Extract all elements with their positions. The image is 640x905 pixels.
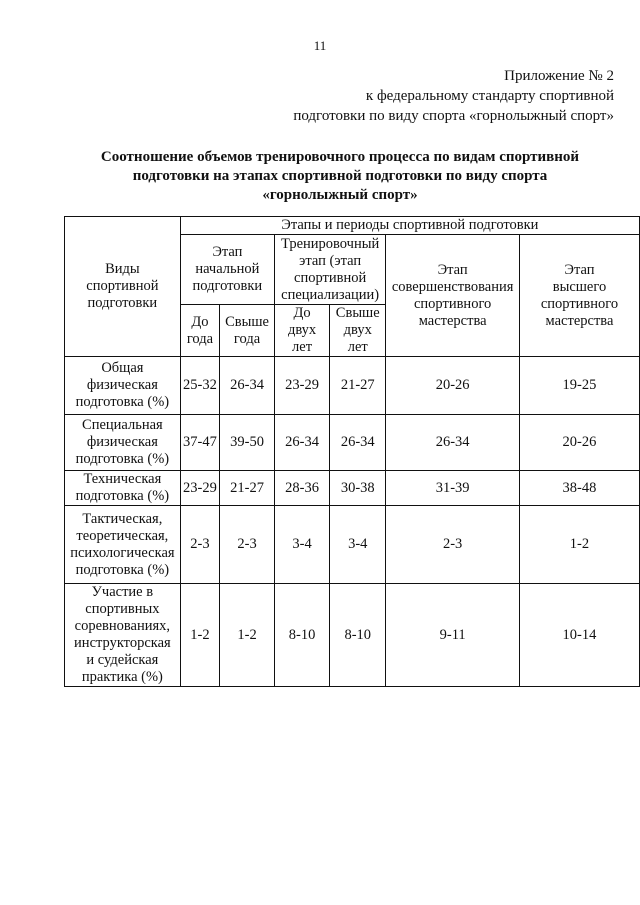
cell-value: 10-14 — [519, 584, 639, 687]
cell-value: 23-29 — [180, 471, 219, 506]
subheader-over-year: Свыше года — [220, 305, 275, 357]
cell-value: 25-32 — [180, 357, 219, 415]
cell-value: 2-3 — [220, 506, 275, 584]
cell-value: 1-2 — [220, 584, 275, 687]
cell-value: 20-26 — [386, 357, 520, 415]
cell-value: 8-10 — [330, 584, 386, 687]
cell-value: 31-39 — [386, 471, 520, 506]
title-line-3: «горнолыжный спорт» — [262, 187, 418, 203]
cell-value: 26-34 — [386, 415, 520, 471]
cell-value: 8-10 — [274, 584, 329, 687]
cell-value: 28-36 — [274, 471, 329, 506]
table-row — [65, 415, 640, 471]
appendix-line-2: к федеральному стандарту спортивной — [365, 88, 614, 104]
cell-value: 1-2 — [180, 584, 219, 687]
document-title — [70, 148, 610, 205]
training-ratio-table — [64, 216, 640, 687]
header-stages: Этапы и периоды спортивной подготовки — [180, 217, 639, 235]
header-stage-improvement: Этап совершенствования спортивного мастерства — [386, 235, 520, 357]
header-stage-highest: Этап высшего спортивного мастерства — [519, 235, 639, 357]
table-row — [65, 506, 640, 584]
cell-value: 26-34 — [274, 415, 329, 471]
row-label: Общая физическая подготовка (%) — [65, 357, 181, 415]
row-label: Техническая подготовка (%) — [65, 471, 181, 506]
cell-value: 1-2 — [519, 506, 639, 584]
cell-value: 19-25 — [519, 357, 639, 415]
cell-value: 3-4 — [330, 506, 386, 584]
cell-value: 26-34 — [220, 357, 275, 415]
cell-value: 2-3 — [386, 506, 520, 584]
cell-value: 26-34 — [330, 415, 386, 471]
row-label: Тактическая, теоретическая, психологическая подготовка (%) — [65, 506, 181, 584]
cell-value: 3-4 — [274, 506, 329, 584]
subheader-up-to-year: До года — [180, 305, 219, 357]
page-number: 11 — [313, 38, 327, 53]
cell-value: 9-11 — [386, 584, 520, 687]
cell-value: 2-3 — [180, 506, 219, 584]
cell-value: 21-27 — [220, 471, 275, 506]
appendix-note — [293, 66, 614, 126]
row-label: Участие в спортивных соревнованиях, инструкторская и судейская практика (%) — [65, 584, 181, 687]
cell-value: 30-38 — [330, 471, 386, 506]
cell-value: 37-47 — [180, 415, 219, 471]
title-line-2: подготовки на этапах спортивной подготовки по виду спорта — [132, 168, 548, 184]
header-stage-initial: Этап начальной подготовки — [180, 235, 274, 305]
header-kinds-of-training: Виды спортивной подготовки — [65, 217, 181, 357]
subheader-up-to-two-years: До двух лет — [274, 305, 329, 357]
title-line-1: Соотношение объемов тренировочного процесса по видам спортивной — [100, 149, 580, 165]
cell-value: 38-48 — [519, 471, 639, 506]
cell-value: 23-29 — [274, 357, 329, 415]
cell-value: 21-27 — [330, 357, 386, 415]
table-row — [65, 584, 640, 687]
header-stage-training: Тренировочный этап (этап спортивной специализации) — [274, 235, 385, 305]
table-row — [65, 357, 640, 415]
table-row — [65, 471, 640, 506]
appendix-line-1: Приложение № 2 — [504, 68, 614, 84]
cell-value: 20-26 — [519, 415, 639, 471]
subheader-over-two-years: Свыше двух лет — [330, 305, 386, 357]
cell-value: 39-50 — [220, 415, 275, 471]
row-label: Специальная физическая подготовка (%) — [65, 415, 181, 471]
appendix-line-3: подготовки по виду спорта «горнолыжный спорт» — [293, 108, 614, 124]
